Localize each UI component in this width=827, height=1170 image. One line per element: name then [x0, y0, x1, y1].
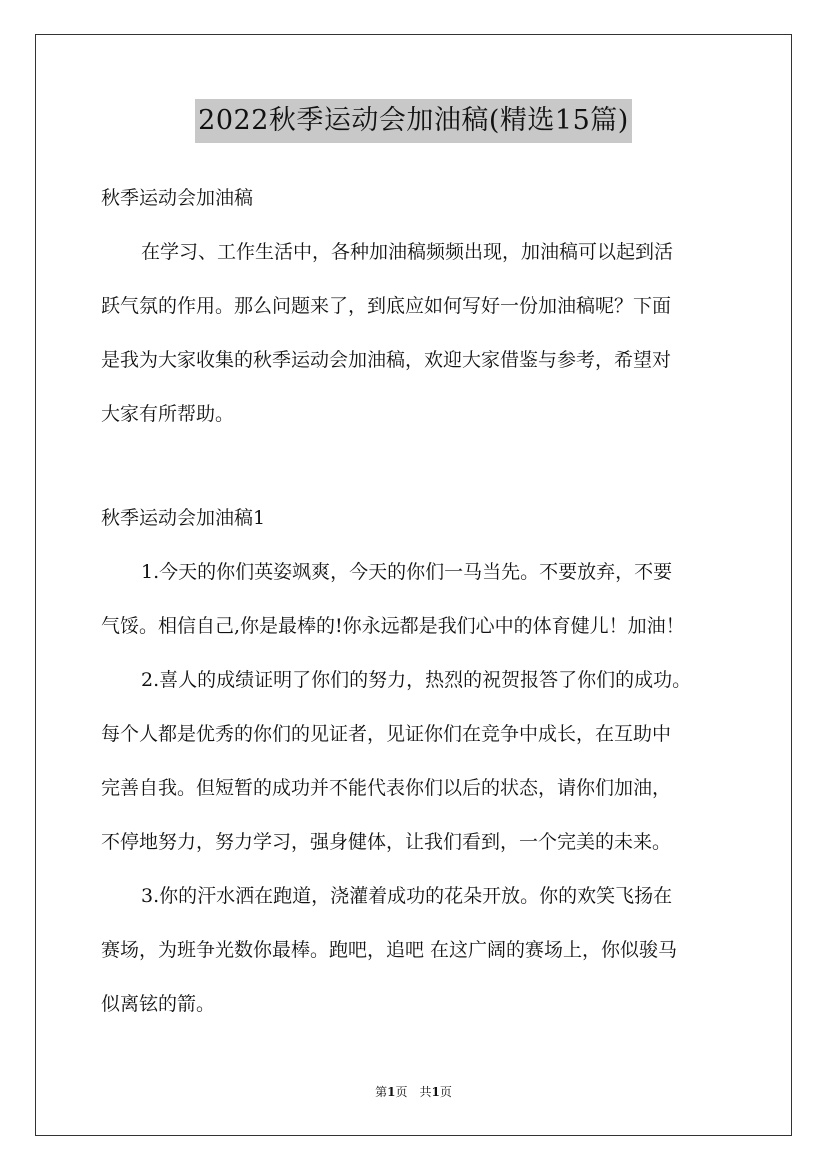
- intro-heading: 秋季运动会加油稿: [101, 187, 254, 209]
- footer-page-prefix: 第: [375, 1085, 388, 1099]
- document-body: [101, 171, 731, 1031]
- intro-line: 跃气氛的作用。那么问题来了，到底应如何写好一份加油稿呢？下面: [101, 295, 672, 317]
- intro-line: 在学习、工作生活中，各种加油稿频频出现，加油稿可以起到活: [141, 241, 674, 263]
- document-title: 2022秋季运动会加油稿(精选15篇): [195, 99, 632, 143]
- page-footer: [0, 1083, 827, 1100]
- paragraph-line: 2.喜人的成绩证明了你们的努力，热烈的祝贺报答了你们的成功。: [141, 669, 692, 691]
- footer-page-current: 1: [387, 1085, 396, 1099]
- section1-heading: 秋季运动会加油稿1: [101, 507, 266, 529]
- intro-line: 大家有所帮助。: [101, 403, 235, 425]
- intro-line: 是我为大家收集的秋季运动会加油稿，欢迎大家借鉴与参考，希望对: [101, 349, 672, 371]
- paragraph-line: 每个人都是优秀的你们的见证者，见证你们在竞争中成长，在互助中: [101, 723, 672, 745]
- title-wrap: [0, 99, 827, 143]
- paragraph-line: 赛场，为班争光数你最棒。跑吧，追吧 在这广阔的赛场上，你似骏马: [101, 939, 678, 961]
- paragraph-line: 气馁。相信自己,你是最棒的!你永远都是我们心中的体育健儿！加油！: [101, 615, 685, 637]
- paragraph-line: 3.你的汗水洒在跑道，浇灌着成功的花朵开放。你的欢笑飞扬在: [141, 885, 673, 907]
- paragraph-line: 不停地努力，努力学习，强身健体，让我们看到，一个完美的未来。: [101, 831, 672, 853]
- paragraph-line: 似离铉的箭。: [101, 993, 216, 1015]
- paragraph-line: 完善自我。但短暂的成功并不能代表你们以后的状态，请你们加油，: [101, 777, 672, 799]
- footer-page-mid: 页 共: [395, 1085, 432, 1099]
- paragraph-line: 1.今天的你们英姿飒爽，今天的你们一马当先。不要放弃，不要: [141, 561, 673, 583]
- section-gap: [101, 441, 731, 491]
- footer-page-total: 1: [431, 1085, 440, 1099]
- footer-page-suffix: 页: [439, 1085, 452, 1099]
